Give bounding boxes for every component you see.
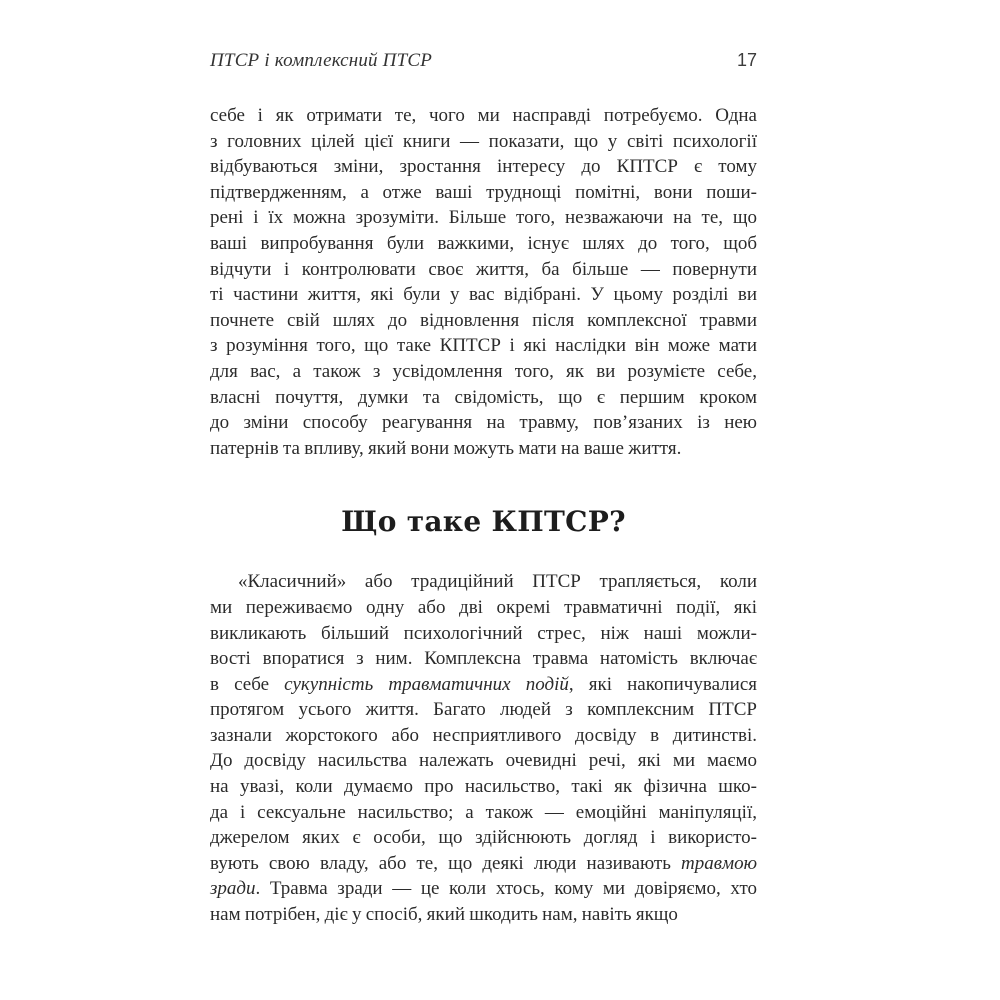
text-line: [210, 569, 757, 595]
text-segment: нам потрібен, діє у спосіб, який шкодить нам, навіть якщо: [210, 904, 678, 926]
text-segment: вують свою владу, або те, що деякі люди називають: [210, 852, 681, 874]
text-segment: протягом усього життя. Багато людей з комплексним ПТСР: [210, 699, 757, 721]
text-line: [210, 646, 757, 672]
text-segment: себе і як отримати те, чого ми насправді потребуємо. Одна: [210, 105, 757, 126]
text-line: [210, 231, 757, 257]
text-segment: да і сексуальне насильство; а також — емоційні маніпуляції,: [210, 801, 757, 823]
text-segment: власні почуття, думки та свідомість, що є першим кроком: [210, 386, 757, 408]
text-segment: джерелом яких є особи, що здійснюють догляд і використо-: [210, 827, 757, 849]
text-line: [210, 205, 757, 231]
text-segment: до зміни способу реагування на травму, пов’язаних із нею: [210, 412, 757, 434]
text-segment: відбуваються зміни, зростання інтересу до КПТСР є тому: [210, 156, 757, 178]
text-line: [210, 800, 757, 826]
text-line: [210, 308, 757, 334]
text-segment: вості впоратися з ним. Комплексна травма натомість включає: [210, 648, 757, 670]
text-line: [210, 902, 757, 928]
text-segment: рені і їх можна зрозуміти. Більше того, незважаючи на те, що: [210, 207, 757, 229]
text-line: [210, 595, 757, 621]
text-line: [210, 333, 757, 359]
text-line: [210, 748, 757, 774]
text-segment: , які накопичувалися: [568, 673, 757, 695]
text-segment: зради: [210, 878, 256, 900]
running-header: [210, 50, 757, 72]
text-segment: . Травма зради — це коли хтось, кому ми довіряємо, хто: [255, 878, 757, 900]
text-line: [210, 436, 757, 462]
section-heading: Що таке КПТСР?: [341, 505, 626, 539]
text-segment: травмою: [681, 852, 757, 874]
text-segment: сукупність травматичних подій: [284, 673, 569, 695]
text-segment: зазнали жорстокого або несприятливого досвіду в дитинстві.: [210, 724, 757, 746]
paragraph-what-is-cptsd: [210, 569, 757, 927]
text-segment: ті частини життя, які були у вас відібрані. У цьому розділі ви: [210, 284, 757, 306]
paragraph-continuation: [210, 103, 757, 461]
text-line: [210, 103, 757, 129]
text-segment: ми переживаємо одну або дві окремі травматичні події, які: [210, 596, 757, 618]
text-segment: відчути і контролювати своє життя, ба більше — повернути: [210, 258, 757, 280]
text-line: [210, 154, 757, 180]
text-line: [210, 180, 757, 206]
text-segment: з головних цілей цієї книги — показати, що у світі психології: [210, 130, 757, 152]
text-line: [210, 876, 757, 902]
text-line: [210, 282, 757, 308]
text-line: [210, 257, 757, 283]
text-segment: в себе: [210, 673, 285, 695]
text-segment: ваші випробування були важкими, існує шлях до того, щоб: [210, 232, 757, 254]
text-column: [210, 103, 757, 928]
text-segment: для вас, а також з усвідомлення того, як ви розумієте себе,: [210, 360, 757, 382]
page-number: 17: [736, 50, 757, 70]
text-line: [210, 825, 757, 851]
running-title: ПТСР і комплексний ПТСР: [210, 50, 433, 71]
text-line: [210, 672, 757, 698]
text-segment: з розуміння того, що таке КПТСР і які наслідки він може мати: [210, 335, 757, 357]
text-line: [210, 774, 757, 800]
text-line: [210, 129, 757, 155]
text-line: [210, 621, 757, 647]
text-line: [210, 697, 757, 723]
text-line: [210, 410, 757, 436]
text-segment: патернів та впливу, який вони можуть мати на ваше життя.: [210, 437, 682, 459]
text-line: [210, 851, 757, 877]
text-segment: на увазі, коли думаємо про насильство, такі як фізична шко-: [210, 776, 757, 798]
text-segment: «Класичний» або традиційний ПТСР трапляється, коли: [238, 571, 757, 593]
text-segment: викликають більший психологічний стрес, ніж наші можли-: [210, 622, 757, 644]
text-segment: почнете свій шлях до відновлення після комплексної травми: [210, 309, 757, 331]
text-segment: підтвердженням, а отже ваші труднощі помітні, вони поши-: [210, 181, 757, 203]
text-line: [210, 385, 757, 411]
text-segment: До досвіду насильства належать очевидні речі, які ми маємо: [210, 750, 757, 772]
text-line: [210, 723, 757, 749]
text-line: [210, 359, 757, 385]
